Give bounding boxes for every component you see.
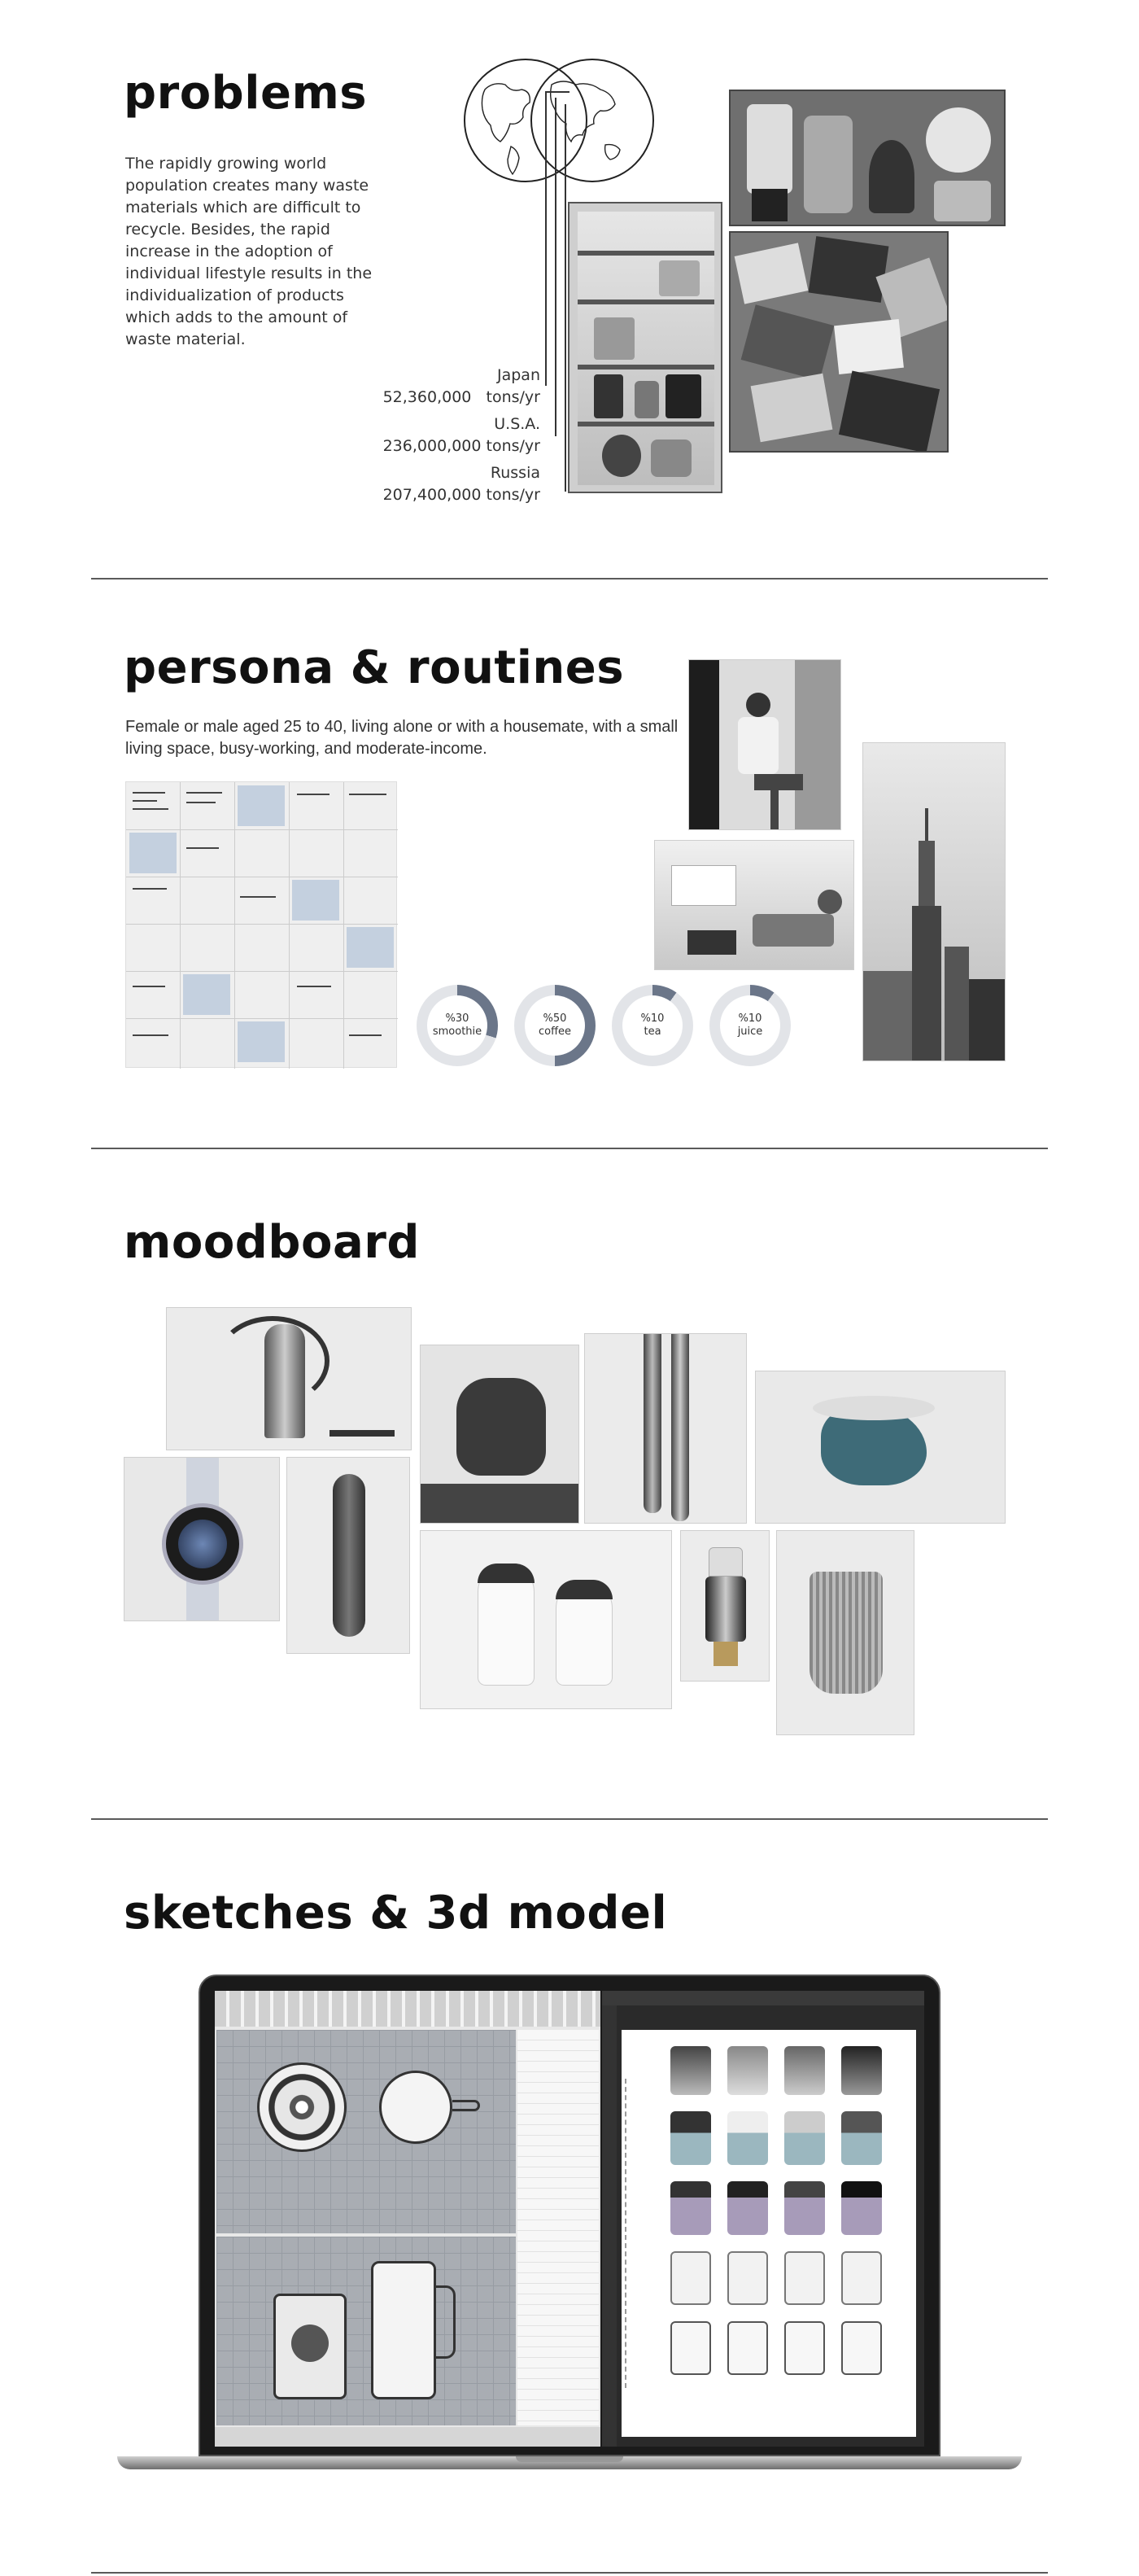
stat-russia — [358, 462, 540, 506]
stat-unit: tons/yr — [486, 437, 540, 455]
routine-percent: %50 — [543, 1012, 567, 1025]
routine-percent: %10 — [640, 1012, 665, 1025]
mood-vase-photo — [776, 1530, 914, 1735]
stat-country: Russia — [490, 464, 540, 482]
problems-description: The rapidly growing world population creates many waste materials which are difficult to recycle. Besides, the rapid increase in the adoption of individual lifestyle results in the individualization of products which adds to the amount of waste material. — [125, 155, 373, 348]
section-divider — [91, 2572, 1048, 2574]
cad-toolbar — [215, 1991, 600, 2027]
city-skyline-photo — [862, 742, 1006, 1061]
world-globe-icon — [462, 57, 656, 187]
stat-unit: tons/yr — [486, 388, 540, 406]
section-divider — [91, 1148, 1048, 1149]
ps-toolbar — [602, 2005, 617, 2447]
appliance-waste-photo — [729, 231, 949, 453]
problems-title: problems — [124, 67, 368, 120]
connector-line — [555, 98, 556, 436]
mood-purifiers-photo — [420, 1530, 672, 1709]
stat-country: Japan — [497, 366, 540, 384]
routine-percent: %10 — [738, 1012, 762, 1025]
stat-country: U.S.A. — [494, 415, 540, 433]
stat-usa — [358, 413, 540, 457]
mood-chair-photo — [755, 1371, 1006, 1524]
persona-title: persona & routines — [124, 641, 625, 694]
kitchen-cabinet-photo — [568, 202, 722, 493]
cad-app-window — [215, 1991, 600, 2447]
section-divider — [91, 578, 1048, 579]
stat-amount: 236,000,000 — [382, 437, 482, 455]
person-drinking-photo — [688, 659, 841, 830]
ps-canvas — [622, 2030, 916, 2437]
connector-line — [565, 104, 566, 492]
photoshop-window — [602, 1991, 924, 2447]
stat-amount: 52,360,000 — [382, 388, 472, 406]
routine-label: coffee — [538, 1026, 572, 1038]
mood-bottle-photo — [680, 1530, 770, 1682]
laptop-notch — [516, 2456, 623, 2462]
mood-smart-speaker-photo — [420, 1345, 579, 1524]
sketches-title: sketches & 3d model — [124, 1887, 668, 1940]
moodboard-title: moodboard — [124, 1216, 420, 1269]
routine-label: smoothie — [432, 1026, 482, 1038]
mood-pen-photo — [584, 1333, 747, 1524]
appliances-photo — [729, 90, 1006, 226]
section-divider — [91, 1818, 1048, 1820]
routine-donut-smoothie — [417, 985, 498, 1066]
stat-amount: 207,400,000 — [382, 486, 482, 504]
routine-donut-coffee — [514, 985, 596, 1066]
ps-menubar — [602, 1991, 924, 2005]
stat-unit: tons/yr — [486, 486, 540, 504]
connector-line — [545, 91, 570, 93]
cad-viewport-bottom — [216, 2237, 516, 2425]
routine-percent: %30 — [445, 1012, 469, 1025]
connector-line — [545, 91, 547, 386]
stat-japan — [358, 365, 540, 409]
routine-donut-juice — [709, 985, 791, 1066]
routine-notes-grid — [125, 781, 397, 1068]
routine-donut-tea — [612, 985, 693, 1066]
cad-status-bar — [215, 2427, 600, 2447]
living-room-photo — [654, 840, 854, 970]
routine-label: tea — [644, 1026, 661, 1038]
persona-description: Female or male aged 25 to 40, living alone or with a housemate, with a small living space, busy-working, and moderate-income. — [125, 718, 679, 758]
cad-properties-panel — [517, 2030, 599, 2425]
mood-vacuum-photo — [166, 1307, 412, 1450]
routine-label: juice — [737, 1026, 763, 1038]
cad-viewport-top — [216, 2030, 516, 2233]
mood-smartwatch-photo — [124, 1457, 280, 1621]
mood-trimmer-photo — [286, 1457, 410, 1654]
